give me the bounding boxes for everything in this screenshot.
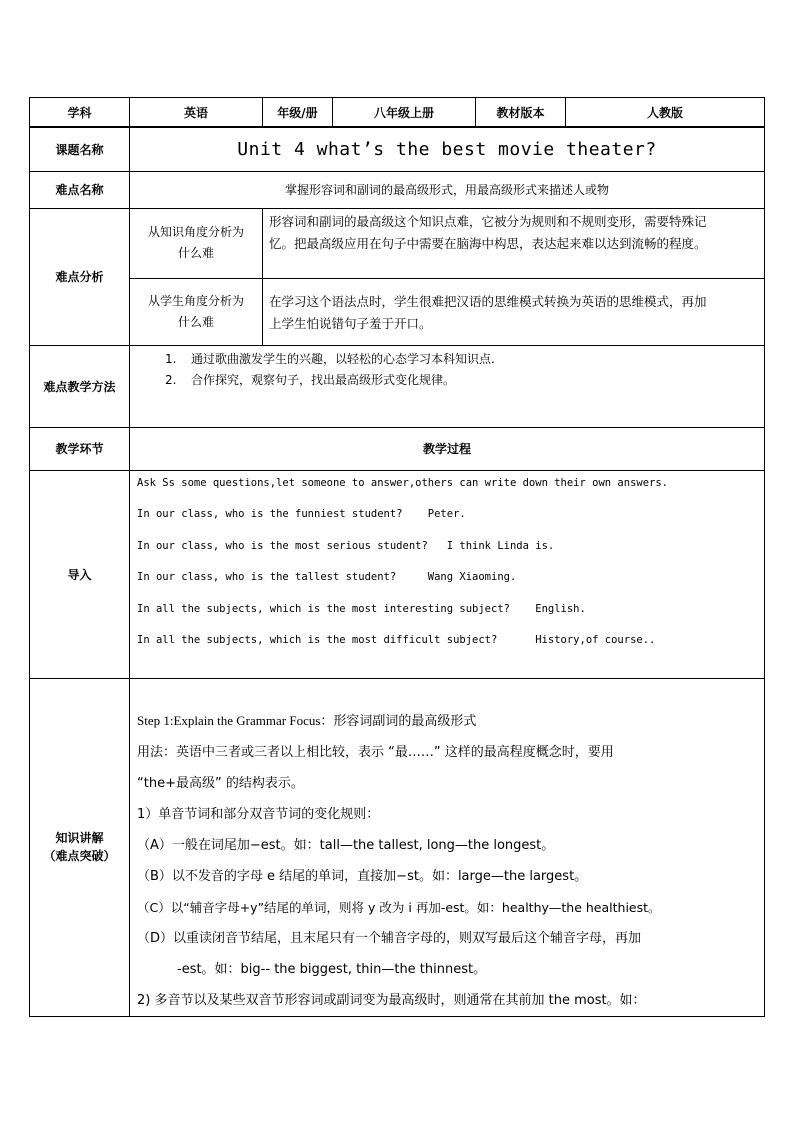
analysis-label: 难点分析 bbox=[30, 208, 130, 345]
student-angle-text-line-1: 在学习这个语法点时，学生很难把汉语的思维模式转换为英语的思维模式，再加 bbox=[269, 293, 707, 309]
knowledge-usage-1: 用法：英语中三者或三者以上相比较，表示 “最……” 这样的最高程度概念时，要用 bbox=[137, 744, 614, 760]
knowledge-label-line-2: （难点突破） bbox=[43, 849, 116, 863]
methods-list bbox=[130, 345, 765, 427]
knowledge-rule-c: （C）以“辅音字母+y”结尾的单词，则将 y 改为 i 再加-est。如：healthy—the healthiest。 bbox=[137, 899, 661, 915]
student-angle-text bbox=[263, 278, 765, 345]
lesson-plan-table bbox=[29, 97, 765, 1017]
student-angle-text-line-2: 上学生怕说错句子羞于开口。 bbox=[269, 315, 432, 331]
intro-row bbox=[30, 470, 765, 678]
process-label: 教学过程 bbox=[130, 427, 765, 470]
knowledge-rule-b: （B）以不发音的字母 e 结尾的单词，直接加−st。如：large—the largest。 bbox=[137, 868, 588, 884]
method-item bbox=[165, 349, 764, 370]
process-header-row bbox=[30, 427, 765, 470]
subject-label: 学科 bbox=[30, 98, 130, 128]
method-item-text: 通过歌曲激发学生的兴趣，以轻松的心态学习本科知识点. bbox=[191, 351, 495, 366]
analysis-knowledge-row bbox=[30, 208, 765, 278]
knowledge-angle-label bbox=[130, 208, 263, 278]
knowledge-usage-2: “the+最高级” 的结构表示。 bbox=[137, 775, 304, 791]
lesson-plan-table-container bbox=[29, 97, 764, 1017]
knowledge-step-cn: 形容词副词的最高级形式 bbox=[333, 713, 477, 729]
knowledge-label-line-1: 知识讲解 bbox=[55, 831, 104, 845]
header-row bbox=[30, 98, 765, 128]
knowledge-content bbox=[130, 678, 765, 1016]
methods-label: 难点教学方法 bbox=[30, 345, 130, 427]
subject-value: 英语 bbox=[130, 98, 263, 128]
knowledge-angle-label-line-2: 什么难 bbox=[177, 246, 214, 260]
lesson-label: 课题名称 bbox=[30, 127, 130, 171]
difficulty-row bbox=[30, 171, 765, 208]
lesson-title: Unit 4 what’s the best movie theater? bbox=[130, 127, 765, 171]
student-angle-label bbox=[130, 278, 263, 345]
grade-value: 八年级上册 bbox=[333, 98, 476, 128]
knowledge-angle-text-line-1: 形容词和副词的最高级这个知识点难，它被分为规则和不规则变形，需要特殊记 bbox=[269, 213, 707, 229]
method-item bbox=[165, 370, 764, 391]
grade-label: 年级/册 bbox=[263, 98, 333, 128]
intro-line: Ask Ss some questions,let someone to answer,others can write down their own answers. bbox=[137, 476, 669, 489]
intro-label: 导入 bbox=[30, 470, 130, 678]
knowledge-rule-a: （A）一般在词尾加−est。如：tall—the tallest, long—the longest。 bbox=[137, 837, 555, 853]
intro-line: In our class, who is the most serious student? I think Linda is. bbox=[137, 539, 555, 552]
lesson-title-row bbox=[30, 127, 765, 171]
knowledge-step bbox=[137, 705, 758, 737]
knowledge-rule-d-2: -est。如：big-- the biggest, thin—the thinnest。 bbox=[177, 961, 487, 977]
method-item-number: 1. bbox=[165, 351, 177, 366]
intro-line: In our class, who is the tallest student? Wang Xiaoming. bbox=[137, 571, 517, 583]
difficulty-value: 掌握形容词和副词的最高级形式，用最高级形式来描述人或物 bbox=[130, 171, 765, 208]
stage-label: 教学环节 bbox=[30, 427, 130, 470]
knowledge-angle-text-line-2: 忆。把最高级应用在句子中需要在脑海中构思，表达起来难以达到流畅的程度。 bbox=[269, 235, 707, 251]
difficulty-label: 难点名称 bbox=[30, 171, 130, 208]
method-item-text: 合作探究，观察句子，找出最高级形式变化规律。 bbox=[191, 372, 456, 387]
student-angle-label-line-1: 从学生角度分析为 bbox=[147, 293, 244, 308]
intro-line: In all the subjects, which is the most difficult subject? History,of course.. bbox=[137, 634, 656, 646]
knowledge-angle-text bbox=[263, 208, 765, 278]
methods-row bbox=[30, 345, 765, 427]
intro-content bbox=[130, 470, 765, 678]
student-angle-label-line-2: 什么难 bbox=[177, 314, 214, 329]
intro-line: In our class, who is the funniest student? Peter. bbox=[137, 508, 466, 520]
method-item-number: 2. bbox=[165, 372, 177, 387]
edition-value: 人教版 bbox=[566, 98, 765, 128]
knowledge-angle-label-line-1: 从知识角度分析为 bbox=[147, 225, 244, 239]
knowledge-row bbox=[30, 678, 765, 1016]
analysis-student-row bbox=[30, 278, 765, 345]
knowledge-step-en: Step 1:Explain the Grammar Focus： bbox=[137, 712, 334, 728]
edition-label: 教材版本 bbox=[476, 98, 566, 128]
intro-line: In all the subjects, which is the most interesting subject? English. bbox=[137, 602, 586, 615]
knowledge-rule-1: 1）单音节词和部分双音节词的变化规则： bbox=[137, 806, 380, 822]
knowledge-label bbox=[30, 678, 130, 1016]
knowledge-rule-2: 2) 多音节以及某些双音节形容词或副词变为最高级时，则通常在其前加 the most。如： bbox=[137, 992, 646, 1008]
knowledge-rule-d-1: （D）以重读闭音节结尾，且末尾只有一个辅音字母的，则双写最后这个辅音字母，再加 bbox=[137, 930, 642, 946]
